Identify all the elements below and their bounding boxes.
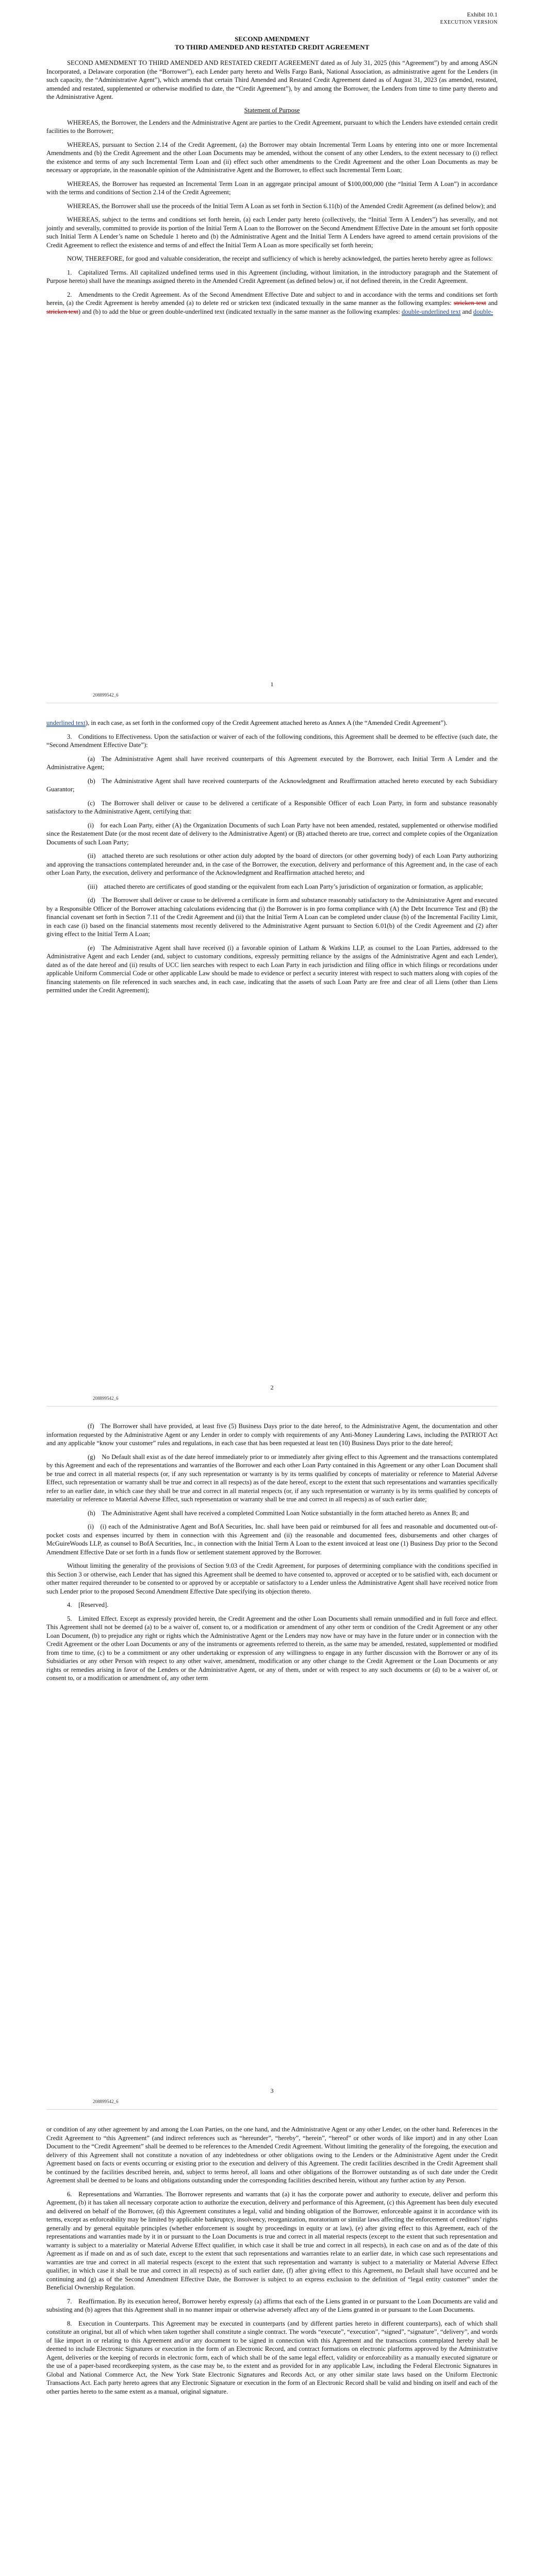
section-3c-i: (i) for each Loan Party, either (A) the Organization Documents of such Loan Party have not been amended, restated, supplemented or otherwise modified since the Restatement Date (or the most recent date of delivery to the Administrative Agent) or (B) attached thereto are true, correct and complete copies of the Organization Documents of such Loan Party; — [46, 821, 498, 846]
insert-example-1: double-underlined text — [401, 308, 461, 315]
section-5: 5. Limited Effect. Except as expressly provided herein, the Credit Agreement and the other Loan Documents shall remain unmodified and in full force and effect. This Agreement shall not be deemed (a) to be a waiver of, consent to, or a modification or amendment of any other term or condition of the Credit Agreement or any other Loan Document, (b) to prejudice any right or rights which the Administrative Agent or the Lenders may now have or may have in the future under or in connection with the Credit Agreement or the other Loan Documents or any of the instruments or agreements referred to therein, as the same may be amended, restated, supplemented or modified from time to time, (c) to be a commitment or any other undertaking or expression of any willingness to engage in any further discussion with the Borrower or any of its Subsidiaries or any other Person with respect to any other waiver, amendment, modification or any other change to the Credit Agreement or the Loan Documents or any rights or remedies arising in favor of the Lenders or the Administrative Agent, or any of them, under or with respect to any such documents or (d) to be a waiver of, or consent to, or a modification or amendment of, any other term — [46, 1615, 498, 1682]
insert-example-continued: underlined text — [46, 719, 86, 726]
section-3: 3. Conditions to Effectiveness. Upon the satisfaction or waiver of each of the following conditions, this Agreement shall be deemed to be effective (such date, the “Second Amendment Effective Date”): — [46, 733, 498, 749]
section-3d: (d) The Borrower shall deliver or cause to be delivered a certificate in form and substance reasonably satisfactory to the Administrative Agent and executed by a Responsible Officer of the Borrower attaching calculations evidencing that (i) the Borrower is in pro forma compliance with (A) the Debt Incurrence Test and (B) the financial covenant set forth in Section 7.11 of the Credit Agreement and (ii) that the Initial Term A Loan can be completed under clause (b) of the Incremental Facility Limit, in each case (i) based on the financial statements most recently delivered to the Administrative Agent pursuant to Section 6.01(b) of the Credit Agreement and (2) after giving effect to the Initial Term A Loan; — [46, 896, 498, 938]
strike-example-1: stricken text — [453, 299, 486, 307]
page-1 — [46, 0, 498, 703]
section-6: 6. Representations and Warranties. The Borrower represents and warrants that (a) it has the corporate power and authority to execute, deliver and perform this Agreement, (b) it has taken all necessary corporate action to authorize the execution, delivery and performance of this Agreement, (c) this Agreement has been duly executed and delivered on behalf of the Borrower, (d) this Agreement constitutes a legal, valid and binding obligation of the Borrower, enforceable against it in accordance with its terms, except as enforceability may be limited by applicable bankruptcy, insolvency, reorganization, moratorium or similar laws affecting the enforcement of creditors’ rights generally and by general equitable principles (whether enforcement is sought by proceedings in equity or at law), (e) after giving effect to this Agreement, each of the representations and warranties made by it in or pursuant to the Loan Documents is true and correct in all material respects (except to the extent that such representation and warranty is subject to a materiality or Material Adverse Effect qualifier, in which case it shall be true and correct in all respects), in each case on and as of the date of this Agreement as if made on and as of such date, except to the extent that such representations and warranties relate to an earlier date, in which case such representations and warranties are true and correct in all material respects (except to the extent that such representation and warranty is subject to a materiality or Material Adverse Effect qualifier, in which case it shall be true and correct in all respects) as of such earlier date, (f) after giving effect to this Agreement, no Default shall have occurred and be continuing and (g) as of the Second Amendment Effective Date, the Borrower is subject to an express exclusion to the definition of “legal entity customer” under the Beneficial Ownership Regulation. — [46, 2190, 498, 2291]
section-3c-ii: (ii) attached thereto are such resolutions or other action duly adopted by the board of directors (or other governing body) of each Loan Party authorizing and approving the transactions contemplated hereunder and, in the case of the Borrower, the execution, delivery and performance of this Agreement and, in the case of each other Loan Party, the execution, delivery and performance of the Acknowledgment and Reaffirmation attached hereto; and — [46, 852, 498, 876]
section-3b: (b) The Administrative Agent shall have received counterparts of the Acknowledgment and Reaffirmation attached hereto executed by each Subsidiary Guarantor; — [46, 777, 498, 793]
section-7: 7. Reaffirmation. By its execution hereof, Borrower hereby expressly (a) affirms that each of the Liens granted in or pursuant to the Loan Documents are valid and subsisting and (b) agrees that this Agreement shall in no manner impair or otherwise adversely affect any of the Liens granted in or pursuant to the Loan Documents. — [46, 2297, 498, 2313]
title-line-1: SECOND AMENDMENT — [235, 35, 309, 43]
section-5-continued: or condition of any other agreement by and among the Loan Parties, on the one hand, and the Administrative Agent or any other Lender, on the other hand. References in the Credit Agreement to “this Agreement” (and indirect references such as “hereunder”, “hereby”, “herein”, “hereof” or other words of like import) and in any other Loan Document to the “Credit Agreement” shall be deemed to be references to the Amended Credit Agreement. Without limiting the generality of the foregoing, the execution and delivery of this Agreement shall not constitute a novation of any indebtedness or other obligations owing to the Lenders or the Administrative Agent under the Credit Agreement based on facts or events occurring or existing prior to the execution and delivery of this Agreement. The credit facilities described in the Credit Agreement shall be continued by the facilities described herein, and, subject to terms hereof, all loans and other obligations of the Borrower outstanding as of such date under the Credit Agreement shall be deemed to be loans and obligations outstanding under the corresponding facilities described herein, without any further action by any Person. — [46, 2126, 498, 2184]
section-3-tail: Without limiting the generality of the provisions of Section 9.03 of the Credit Agreement, for purposes of determining compliance with the conditions specified in this Section 3 or otherwise, each Lender that has signed this Agreement shall be deemed to have consented to, approved or accepted or to be satisfied with, each document or other matter required thereunder to be consented to or approved by or acceptable or satisfactory to a Lender unless the Administrative Agent shall have received notice from such Lender prior to the proposed Second Amendment Effective Date specifying its objection thereto. — [46, 1562, 498, 1595]
page-4 — [46, 2110, 498, 2576]
section-2-tail: ), in each case, as set forth in the conformed copy of the Credit Agreement attached hereto as Annex A (the “Amended Credit Agreement”). — [85, 719, 448, 726]
section-2-and: and — [486, 299, 498, 307]
section-3c: (c) The Borrower shall deliver or cause to be delivered a certificate of a Responsible Officer of each Loan Party, in form and substance reasonably satisfactory to the Administrative Agent, certifying that: — [46, 799, 498, 815]
section-1: 1. Capitalized Terms. All capitalized undefined terms used in this Agreement (including, without limitation, in the introductory paragraph and the Statement of Purpose hereto) shall have the meanings assigned thereto in the Amended Credit Agreement (as defined below) or, if not defined therein, in the Credit Agreement. — [46, 268, 498, 284]
statement-of-purpose-heading: Statement of Purpose — [244, 106, 300, 114]
recital-6: NOW, THEREFORE, for good and valuable consideration, the receipt and sufficiency of which is hereby acknowledged, the parties hereto hereby agree as follows: — [67, 255, 493, 262]
section-2-text-b: ) and (b) to add the blue or green double-underlined text (indicated textually in the same manner as the following examples: — [78, 308, 402, 315]
page-number-3: 3 — [270, 2087, 274, 2094]
section-2 — [46, 291, 498, 316]
recital-4: WHEREAS, the Borrower shall use the proceeds of the Initial Term A Loan as set forth in Section 6.11(b) of the Amended Credit Agreement (as defined below); and — [67, 202, 496, 210]
section-3e: (e) The Administrative Agent shall have received (i) a favorable opinion of Latham & Watkins LLP, as counsel to the Loan Parties, addressed to the Administrative Agent and each Lender (and, subject to customary conditions, expressly permitting reliance by the assigns of the Administrative Agent and each Lender), dated as of the date hereof and (ii) results of UCC lien searches with respect to each Loan Party in each jurisdiction and filing office in which filings or recordations under applicable Uniform Commercial Code or other applicable Law should be made to evidence or perfect a security interest with respect to such matters along with copies of the financing statements on file referenced in such searches and, in each case, indicating that the assets of such Loan Party are free and clear of all Liens (other than Liens permitted under the Credit Agreement); — [46, 944, 498, 994]
recital-5: WHEREAS, subject to the terms and conditions set forth herein, (a) each Lender party hereto (collectively, the “Initial Term A Lenders”) has severally, and not jointly and severally, committed to provide its portion of the Initial Term A Loan to the Borrower on the Second Amendment Effective Date in the amount set forth opposite such Initial Term A Lender’s name on Schedule 1 hereto and (b) the Administrative Agent and the Initial Term A Lenders have agreed to amend certain provisions of the Credit Agreement to reflect the existence and terms of and effect the Initial Term A Loan as more specifically set forth herein; — [46, 216, 498, 249]
section-3a: (a) The Administrative Agent shall have received counterparts of this Agreement executed by the Borrower, each Initial Term A Lender and the Administrative Agent; — [46, 755, 498, 771]
section-2-and-2: and — [460, 308, 473, 315]
doc-id-3: 208899542_6 — [93, 2099, 119, 2104]
exhibit-label: Exhibit 10.1 — [467, 11, 498, 18]
section-3h: (h) The Administrative Agent shall have received a completed Committed Loan Notice substantially in the form attached hereto as Annex B; and — [88, 1509, 469, 1517]
recital-2: WHEREAS, pursuant to Section 2.14 of the Credit Agreement, (a) the Borrower may obtain Incremental Term Loans by entering into one or more Incremental Amendments and (b) the Credit Agreement and the other Loan Documents may be amended, without the consent of any other Lenders, to the extent necessary to (i) reflect the existence and terms of any such Incremental Term Loan and (ii) effect such other amendments to the Credit Agreement and the other Loan Documents as may be necessary or appropriate, in the reasonable opinion of the Administrative Agent and the Borrower, to effect such Incremental Term Loan; — [46, 141, 498, 174]
page-3 — [46, 1406, 498, 2110]
version-label: EXECUTION VERSION — [440, 20, 498, 25]
section-2-text-a: 2. Amendments to the Credit Agreement. As of the Second Amendment Effective Date and subject to and in accordance with the terms and conditions set forth herein, (a) the Credit Agreement is hereby amended (a) to delete red or stricken text (indicated textually in the same manner as the following examples: — [46, 291, 498, 307]
section-3f: (f) The Borrower shall have provided, at least five (5) Business Days prior to the date hereof, to the Administrative Agent, the documentation and other information requested by the Administrative Agent or any Lender in order to comply with requirements of any Anti-Money Laundering Laws, including the PATRIOT Act and any applicable “know your customer” rules and regulations, in each case that has been requested at least ten (10) Business Days prior to the date hereof; — [46, 1422, 498, 1447]
section-3g: (g) No Default shall exist as of the date hereof immediately prior to or immediately after giving effect to this Agreement and the transactions contemplated by this Agreement and each of the representations and warranties of the Borrower and each other Loan Party contained in this Agreement or any other Loan Document shall be true and correct in all material respects (or, if any such representation or warranty is by its terms qualified by concepts of materiality or reference to Material Adverse Effect, such representation or warranty shall be true and correct in all respects) as of the date hereof, except to the extent that such representations and warranties specifically refer to an earlier date, in which case they shall be true and correct in all material respects (or, if any such representation or warranty is by its terms qualified by concepts of materiality or reference to Material Adverse Effect, such representation or warranty shall be true and correct in all respects) as of such earlier date; — [46, 1453, 498, 1503]
section-2-continued — [46, 719, 498, 727]
page-number-1: 1 — [270, 681, 274, 688]
recital-1: WHEREAS, the Borrower, the Lenders and the Administrative Agent are parties to the Credit Agreement, pursuant to which the Lenders have extended certain credit facilities to the Borrower; — [46, 118, 498, 134]
strike-example-2: stricken text — [46, 308, 78, 315]
insert-example-2: double- — [473, 308, 493, 315]
section-3c-iii: (iii) attached thereto are certificates of good standing or the equivalent from each Loan Party’s jurisdiction of organization or formation, as applicable; — [88, 883, 483, 890]
document-title — [46, 35, 498, 52]
intro-paragraph: SECOND AMENDMENT TO THIRD AMENDED AND RESTATED CREDIT AGREEMENT dated as of July 31, 2025 (this “Agreement”) by and among ASGN Incorporated, a Delaware corporation (the “Borrower”), each Lender party hereto and Wells Fargo Bank, National Association, as administrative agent for the Lenders (in such capacity, the “Administrative Agent”), which amends that certain Third Amended and Restated Credit Agreement dated as of August 31, 2023 (as amended, restated, amended and restated, supplemented or otherwise modified to date, the “Credit Agreement”), by and among the Borrower, the Lenders from time to time party thereto and the Administrative Agent. — [46, 59, 498, 100]
recital-3: WHEREAS, the Borrower has requested an Incremental Term Loan in an aggregate principal amount of $100,000,000 (the “Initial Term A Loan”) in accordance with the terms and conditions of Section 2.14 of the Credit Agreement; — [46, 180, 498, 196]
title-line-2: TO THIRD AMENDED AND RESTATED CREDIT AGREEMENT — [174, 43, 370, 51]
page-2 — [46, 703, 498, 1406]
section-4: 4. [Reserved]. — [67, 1601, 109, 1608]
section-8: 8. Execution in Counterparts. This Agreement may be executed in counterparts (and by different parties hereto in different counterparts), each of which shall constitute an original, but all of which when taken together shall constitute a single contract. The words “execute”, “execution”, “signed”, “signature”, “delivery”, and words of like import in or relating to this Agreement and/or any document to be signed in connection with this Agreement and the transactions contemplated hereby shall be deemed to include Electronic Signatures or execution in the form of an Electronic Record, and contract formations on electronic platforms approved by the Administrative Agent, deliveries or the keeping of records in electronic form, each of which shall be of the same legal effect, validity or enforceability as a manually executed signature or the use of a paper-based recordkeeping system, as the case may be, to the extent and as provided for in any applicable Law, including the Federal Electronic Signatures in Global and National Commerce Act, the New York State Electronic Signatures and Records Act, or any other similar state laws based on the Uniform Electronic Transactions Act. Each party hereto agrees that any Electronic Signature or execution in the form of an Electronic Record shall be valid and binding on itself and each of the other parties hereto to the same extent as a manual, original signature. — [46, 2319, 498, 2395]
doc-id-1: 208899542_6 — [93, 692, 119, 698]
header — [46, 0, 498, 27]
doc-id-2: 208899542_6 — [93, 1396, 119, 1401]
section-3i: (i) (i) each of the Administrative Agent and BofA Securities, Inc. shall have been paid or reimbursed for all fees and reasonable and documented out-of-pocket costs and expenses incurred by them in connection with this Agreement and (ii) the reasonable and documented fees, disbursements and other charges of McGuireWoods LLP, as counsel to BofA Securities, Inc., in connection with the Initial Term A Loan to the extent invoiced at least one (1) Business Day prior to the Second Amendment Effective Date or set forth in a funds flow or settlement statement approved by the Borrower. — [46, 1523, 498, 1556]
page-number-2: 2 — [270, 1384, 274, 1391]
